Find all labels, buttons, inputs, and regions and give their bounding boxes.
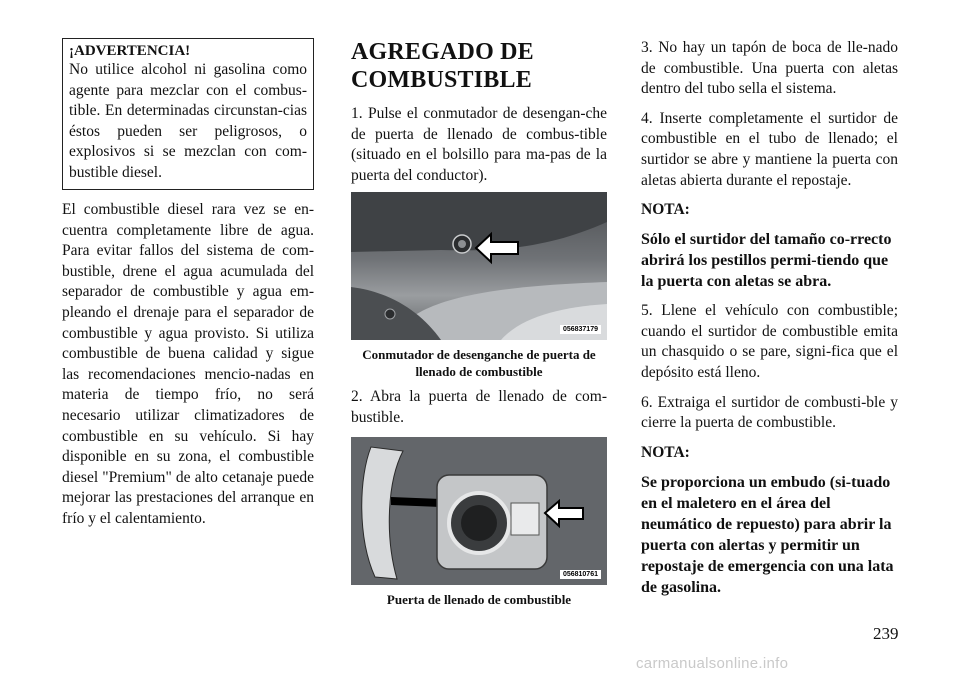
section-title: AGREGADO DE COMBUSTIBLE: [351, 39, 534, 93]
figure-code: 056810761: [560, 570, 601, 579]
note-label: NOTA:: [641, 201, 690, 219]
fuel-filler-door-image: [351, 437, 607, 585]
door-panel-illustration: [351, 192, 607, 340]
step-4: 4. Inserte completamente el surtidor de combustible en el tubo de llenado; el surtidor se abre y mantiene la puerta con aletas abierta durante el repostaje.: [641, 109, 898, 189]
middle-column: [351, 38, 607, 615]
warning-box: [62, 38, 314, 190]
left-column: [62, 38, 314, 530]
step-5: 5. Llene el vehículo con combustible; cuando el surtidor de combustible emita un chasquido o se pare, signi-fica que el depósito está lleno.: [641, 302, 898, 381]
filler-door-illustration: [351, 437, 607, 585]
right-column: [641, 38, 898, 607]
step-2: 2. Abra la puerta de llenado de com-bustible.: [351, 388, 607, 426]
step-1: 1. Pulse el conmutador de desengan-che de puerta de llenado de combus-tible (situado en el bolsillo para ma-pas de la puerta del conductor).: [351, 105, 607, 184]
figure-code: 056837179: [560, 325, 601, 334]
page-number: 239: [873, 624, 899, 643]
warning-text: No utilice alcohol ni gasolina como agente para mezclar con el combus-tible. En determinadas circunstan-cias éstos pueden ser peligrosos, o explosivos si se mezclan con com-bustible diesel.: [69, 61, 307, 181]
watermark: carmanualsonline.info: [636, 655, 789, 672]
figure-caption: Puerta de llenado de combustible: [386, 591, 572, 607]
step-3: 3. No hay un tapón de boca de lle-nado de combustible. Una puerta con aletas dentro del tubo sella el sistema.: [641, 39, 898, 98]
fuel-door-release-switch-image: [351, 192, 607, 340]
step-6: 6. Extraiga el surtidor de combusti-ble y cierre la puerta de combustible.: [641, 393, 898, 432]
note-2: Se proporciona un embudo (si-tuado en el maletero en el área del neumático de repuesto) para abrir la puerta con alertas y permitir un repostaje de emergencia con una lata de gasolina.: [641, 473, 894, 596]
warning-title: ¡ADVERTENCIA!: [69, 43, 191, 59]
diesel-water-paragraph: El combustible diesel rara vez se en-cuentra completamente libre de agua. Para evitar fallos del sistema de com-bustible, drene el agua acumulada del separador de combustible y agua em-pleando el drenaje para el separador de combustible y agua provisto. Si utiliza combustible de buena calidad y sigue las recomendaciones mencio-nadas en materia de tiempo frío, no será necesario utilizar climatizadores de combustible en su vehículo. Si hay disponible en su zona, el combustible diesel "Premium" de alto cetanaje puede mejorar las prestaciones del arranque en frío y el calentamiento.: [62, 201, 314, 527]
note-1: Sólo el surtidor del tamaño co-rrecto abrirá los pestillos permi-tiendo que la puerta con aletas se abra.: [641, 231, 892, 291]
figure-caption: Conmutador de desenganche de puerta de llenado de combustible: [362, 347, 596, 380]
note-label: NOTA:: [641, 443, 690, 461]
